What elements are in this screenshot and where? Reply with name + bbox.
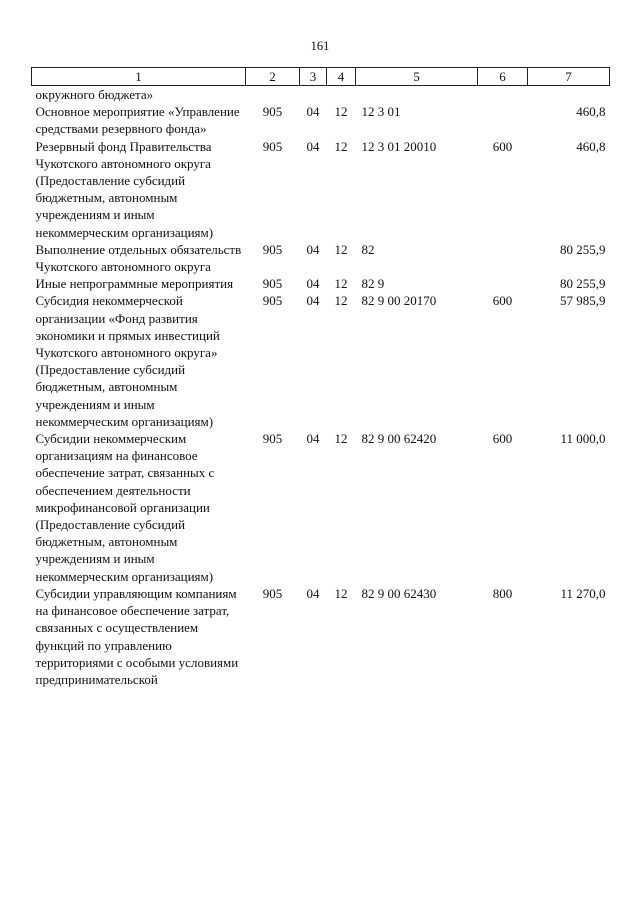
row-amount: [528, 86, 610, 104]
row-amount: 80 255,9: [560, 241, 606, 257]
row-section: 04: [306, 276, 320, 292]
header-col-1: 1: [32, 68, 246, 86]
page-number: 161: [310, 39, 330, 53]
row-admin-code: 905: [262, 138, 283, 154]
row-admin-code: 905: [262, 241, 283, 257]
row-subsection: 12: [334, 138, 348, 154]
row-amount: 460,8: [576, 104, 606, 120]
row-admin-code: 905: [262, 276, 283, 292]
row-section: 04: [306, 431, 320, 447]
row-admin-code: 905: [262, 293, 283, 309]
row-target-article: 82 9 00 20170: [361, 293, 437, 309]
row-expense-type: 800: [492, 585, 513, 601]
table-header: [32, 68, 610, 86]
row-expense-type: [478, 275, 528, 292]
row-name: Субсидия некоммерческой организации «Фонд развития экономики и прямых инвестиций Чукотского автономного округа» (Предоставление субсидий бюджетным, автономным учреждениям и иным некоммерческим организациям): [35, 293, 220, 429]
row-target-article: 82 9 00 62430: [361, 585, 437, 601]
row-subsection: 12: [334, 104, 348, 120]
row-section: [300, 86, 327, 104]
row-admin-code: [246, 86, 300, 104]
row-subsection: 12: [334, 585, 348, 601]
table-row: [32, 138, 610, 241]
row-expense-type: 600: [492, 431, 513, 447]
row-name: Резервный фонд Правительства Чукотского автономного округа (Предоставление субсидий бюджетным, автономным учреждениям и иным некоммерческим организациям): [35, 138, 214, 240]
row-target-article: 82: [361, 241, 375, 257]
header-col-6: 6: [478, 68, 528, 86]
row-target-article: 12 3 01 20010: [361, 138, 437, 154]
table-row: [32, 86, 610, 104]
row-section: 04: [306, 585, 320, 601]
row-section: 04: [306, 104, 320, 120]
row-subsection: 12: [334, 276, 348, 292]
table-row: [32, 585, 610, 688]
row-amount: 80 255,9: [560, 276, 606, 292]
row-target-article: 82 9 00 62420: [361, 431, 437, 447]
row-subsection: [327, 86, 356, 104]
table-row: [32, 430, 610, 585]
row-amount: 57 985,9: [560, 293, 606, 309]
row-subsection: 12: [334, 293, 348, 309]
row-name: Иные непрограммные мероприятия: [35, 276, 234, 292]
header-col-4: 4: [327, 68, 356, 86]
row-section: 04: [306, 241, 320, 257]
table-row: [32, 241, 610, 275]
row-expense-type: [478, 86, 528, 104]
row-admin-code: 905: [262, 104, 283, 120]
row-name: Субсидии некоммерческим организациям на финансовое обеспечение затрат, связанных с обеспечением деятельности микрофинансовой организации (Предоставление субсидий бюджетным, автономным учреждениям и иным некоммерческим организациям): [35, 431, 215, 584]
row-subsection: 12: [334, 241, 348, 257]
header-row: [32, 68, 610, 86]
row-target-article: 12 3 01: [361, 104, 401, 120]
row-expense-type: [478, 241, 528, 275]
table-row: [32, 103, 610, 137]
row-name: Выполнение отдельных обязательств Чукотского автономного округа: [35, 241, 242, 275]
row-amount: 11 270,0: [560, 585, 606, 601]
row-name: Основное мероприятие «Управление средствами резервного фонда»: [35, 104, 240, 137]
row-target-article: 82 9: [361, 276, 385, 292]
row-expense-type: [478, 103, 528, 137]
row-target-article: [356, 86, 478, 104]
row-admin-code: 905: [262, 431, 283, 447]
header-col-3: 3: [300, 68, 327, 86]
row-name: окружного бюджета»: [35, 87, 154, 102]
table-row: [32, 275, 610, 292]
row-expense-type: 600: [492, 293, 513, 309]
row-admin-code: 905: [262, 585, 283, 601]
budget-table: [31, 67, 610, 688]
header-col-2: 2: [246, 68, 300, 86]
row-section: 04: [306, 293, 320, 309]
row-subsection: 12: [334, 431, 348, 447]
table-row: [32, 292, 610, 430]
header-col-5: 5: [356, 68, 478, 86]
row-expense-type: 600: [492, 138, 513, 154]
row-section: 04: [306, 138, 320, 154]
row-amount: 11 000,0: [560, 431, 606, 447]
row-amount: 460,8: [576, 138, 606, 154]
header-col-7: 7: [528, 68, 610, 86]
row-name: Субсидии управляющим компаниям на финансовое обеспечение затрат, связанных с осуществлением функций по управлению территориями с особыми условиями предпринимательской: [35, 585, 239, 687]
